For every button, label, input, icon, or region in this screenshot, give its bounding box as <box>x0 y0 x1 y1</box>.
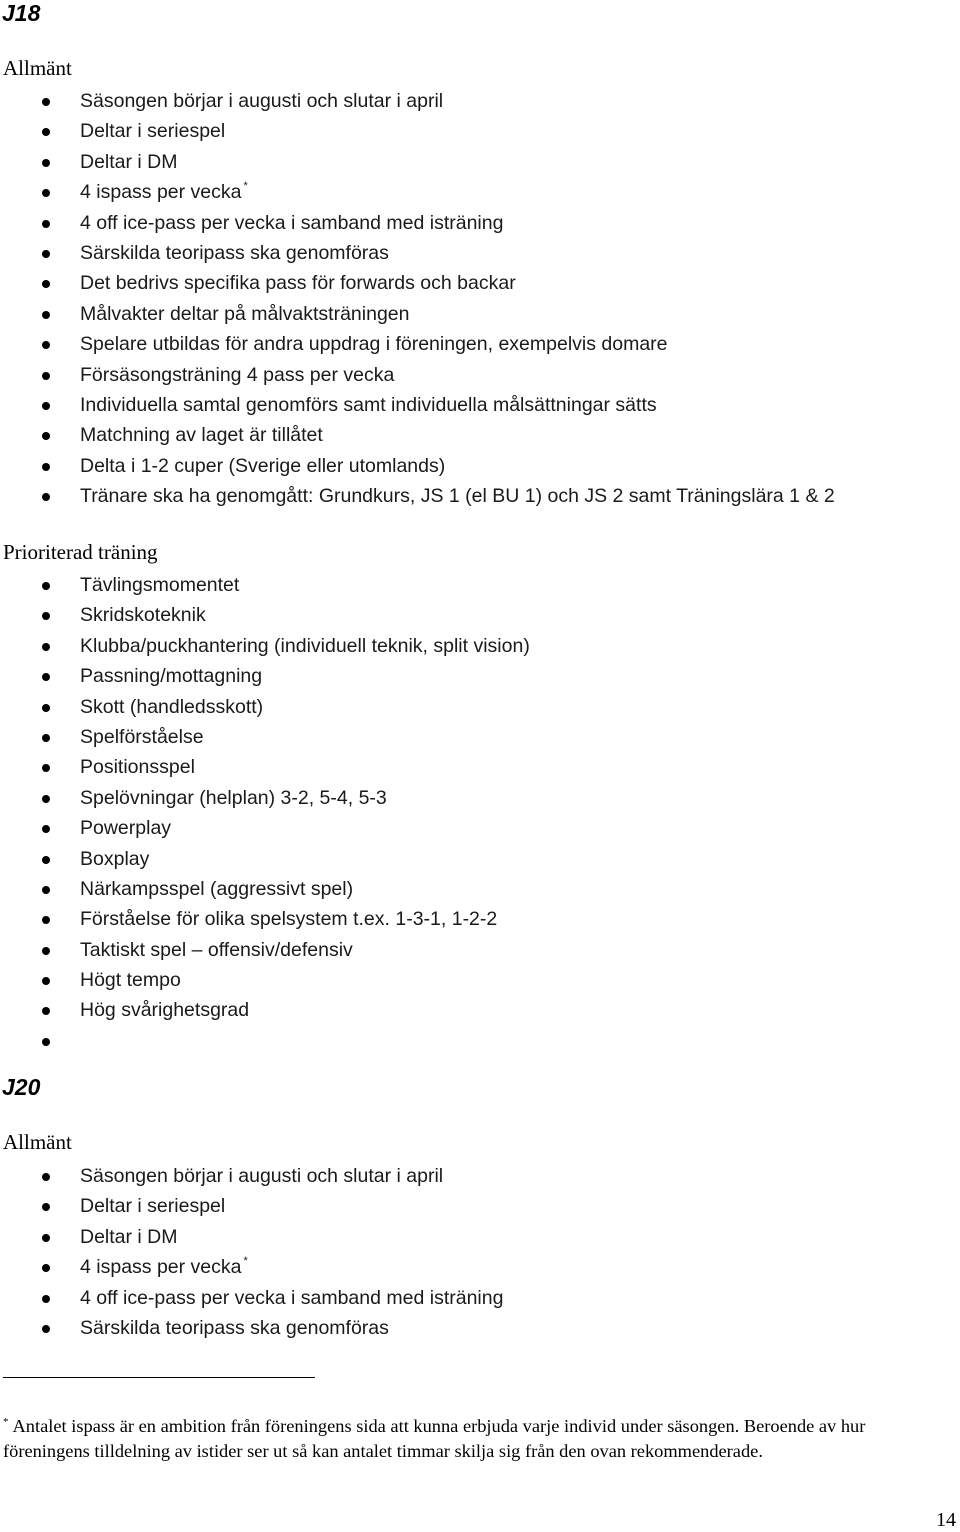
list-item <box>0 147 940 177</box>
list-item <box>0 570 940 600</box>
bullet-icon <box>42 463 50 471</box>
bullet-icon <box>42 372 50 380</box>
list-item <box>0 600 940 630</box>
footnote-text: Antalet ispass är en ambition från föreningens sida att kunna erbjuda varje individ under säsongen. Beroende av hur föreningens tilldelning av istider ser ut så kan antalet timmar skilja sig från den ovan rekommenderade. <box>3 1416 866 1461</box>
footnote-separator <box>3 1377 315 1378</box>
allmant-label-j18: Allmänt <box>3 56 72 80</box>
bullet-icon <box>42 1038 50 1046</box>
list-item-text: Spelförståelse <box>80 725 204 748</box>
bullet-icon <box>42 1325 50 1333</box>
bullet-icon <box>42 704 50 712</box>
list-item-text: Passning/mottagning <box>80 665 263 688</box>
list-item-text: Powerplay <box>80 817 172 840</box>
list-item <box>0 813 940 843</box>
list-item-text: Taktiskt spel – offensiv/defensiv <box>80 938 353 961</box>
list-item-text: 4 off ice-pass per vecka i samband med isträning <box>80 1286 504 1309</box>
list-item <box>0 86 940 116</box>
bullet-icon <box>42 280 50 288</box>
bullet-icon <box>42 1264 50 1272</box>
list-item <box>0 995 940 1025</box>
bullet-icon <box>42 98 50 106</box>
bullet-icon <box>42 612 50 620</box>
bullet-icon <box>42 1007 50 1015</box>
list-item <box>0 177 940 207</box>
bullet-icon <box>42 825 50 833</box>
list-item-text: Målvakter deltar på målvaktsträningen <box>80 302 410 325</box>
list-item <box>0 116 940 146</box>
allmant-list-j20 <box>0 1161 940 1343</box>
section-heading-j20: J20 <box>2 1074 41 1100</box>
list-item <box>0 752 940 782</box>
bullet-icon <box>42 947 50 955</box>
list-item <box>0 451 940 481</box>
list-item <box>0 661 940 691</box>
list-item-text: Skridskoteknik <box>80 604 206 627</box>
bullet-icon <box>42 128 50 136</box>
list-item-text: 4 ispass per vecka <box>80 1256 242 1279</box>
bullet-icon <box>42 220 50 228</box>
list-item <box>0 631 940 661</box>
list-item-text: Individuella samtal genomförs samt individuella målsättningar sätts <box>80 393 657 416</box>
list-item <box>0 481 940 511</box>
bullet-icon <box>42 673 50 681</box>
bullet-icon <box>42 582 50 590</box>
bullet-icon <box>42 189 50 197</box>
bullet-icon <box>42 977 50 985</box>
list-item-text: Tränare ska ha genomgått: Grundkurs, JS 1 (el BU 1) och JS 2 samt Träningslära 1 & 2 <box>80 485 835 508</box>
list-item-text: 4 ispass per vecka <box>80 181 242 204</box>
list-item <box>0 329 940 359</box>
list-item-text: Försäsongsträning 4 pass per vecka <box>80 363 395 386</box>
list-item-text: Deltar i seriespel <box>80 1195 226 1218</box>
bullet-icon <box>42 916 50 924</box>
prioriterad-list-j18 <box>0 570 940 1056</box>
list-item <box>0 722 940 752</box>
list-item-text: Delta i 1-2 cuper (Sverige eller utomlands) <box>80 454 446 477</box>
list-item <box>0 1313 940 1343</box>
allmant-list-j18 <box>0 86 940 511</box>
bullet-icon <box>42 734 50 742</box>
list-item-text: Deltar i DM <box>80 150 178 173</box>
section-heading-j18: J18 <box>2 0 41 26</box>
list-item <box>0 1026 940 1056</box>
page-number: 14 <box>936 1509 956 1531</box>
bullet-icon <box>42 493 50 501</box>
bullet-icon <box>42 432 50 440</box>
list-item <box>0 692 940 722</box>
list-item-text: Säsongen börjar i augusti och slutar i april <box>80 90 444 112</box>
list-item-text: Hög svårighetsgrad <box>80 999 250 1022</box>
list-item-text: Matchning av laget är tillåtet <box>80 424 323 447</box>
list-item <box>0 1161 940 1191</box>
list-item-text: Närkampsspel (aggressivt spel) <box>80 877 354 900</box>
list-item <box>0 1191 940 1221</box>
list-item-text: Boxplay <box>80 847 150 870</box>
bullet-icon <box>42 643 50 651</box>
list-item-text: Säsongen börjar i augusti och slutar i april <box>80 1165 444 1187</box>
bullet-icon <box>42 795 50 803</box>
bullet-icon <box>42 159 50 167</box>
prioriterad-label-j18: Prioriterad träning <box>3 540 158 564</box>
list-item <box>0 1252 940 1282</box>
list-item-text: Positionsspel <box>80 756 195 779</box>
list-item-text: Tävlingsmomentet <box>80 574 240 596</box>
list-item <box>0 420 940 450</box>
list-item-text: Spelare utbildas för andra uppdrag i föreningen, exempelvis domare <box>80 333 668 356</box>
list-item <box>0 299 940 329</box>
list-item <box>0 360 940 390</box>
list-item-text: Spelövningar (helplan) 3-2, 5-4, 5-3 <box>80 786 387 809</box>
list-item-text: Särskilda teoripass ska genomföras <box>80 1316 389 1339</box>
list-item <box>0 1283 940 1313</box>
list-item-text: Klubba/puckhantering (individuell teknik, split vision) <box>80 634 530 657</box>
allmant-label-j20: Allmänt <box>3 1130 72 1154</box>
list-item-text: Särskilda teoripass ska genomföras <box>80 241 389 264</box>
bullet-icon <box>42 764 50 772</box>
bullet-icon <box>42 250 50 258</box>
list-item <box>0 238 940 268</box>
list-item <box>0 390 940 420</box>
list-item-text: Förståelse för olika spelsystem t.ex. 1-3-1, 1-2-2 <box>80 908 498 931</box>
bullet-icon <box>42 402 50 410</box>
list-item <box>0 208 940 238</box>
list-item <box>0 904 940 934</box>
bullet-icon <box>42 341 50 349</box>
list-item <box>0 844 940 874</box>
list-item-text: 4 off ice-pass per vecka i samband med isträning <box>80 211 504 234</box>
bullet-icon <box>42 886 50 894</box>
footnote-reference: * <box>243 1255 248 1268</box>
footnote-reference: * <box>243 180 248 193</box>
list-item <box>0 1222 940 1252</box>
bullet-icon <box>42 311 50 319</box>
bullet-icon <box>42 1295 50 1303</box>
bullet-icon <box>42 1234 50 1242</box>
footnote <box>3 1414 933 1463</box>
list-item-text: Deltar i DM <box>80 1225 178 1248</box>
list-item <box>0 783 940 813</box>
footnote-marker: * <box>3 1416 9 1428</box>
list-item <box>0 874 940 904</box>
list-item <box>0 935 940 965</box>
list-item <box>0 965 940 995</box>
bullet-icon <box>42 1173 50 1181</box>
list-item <box>0 268 940 298</box>
list-item-text: Det bedrivs specifika pass för forwards och backar <box>80 272 516 295</box>
bullet-icon <box>42 1203 50 1211</box>
bullet-icon <box>42 856 50 864</box>
list-item-text: Högt tempo <box>80 969 181 992</box>
list-item-text: Deltar i seriespel <box>80 120 226 143</box>
list-item-text: Skott (handledsskott) <box>80 695 264 718</box>
